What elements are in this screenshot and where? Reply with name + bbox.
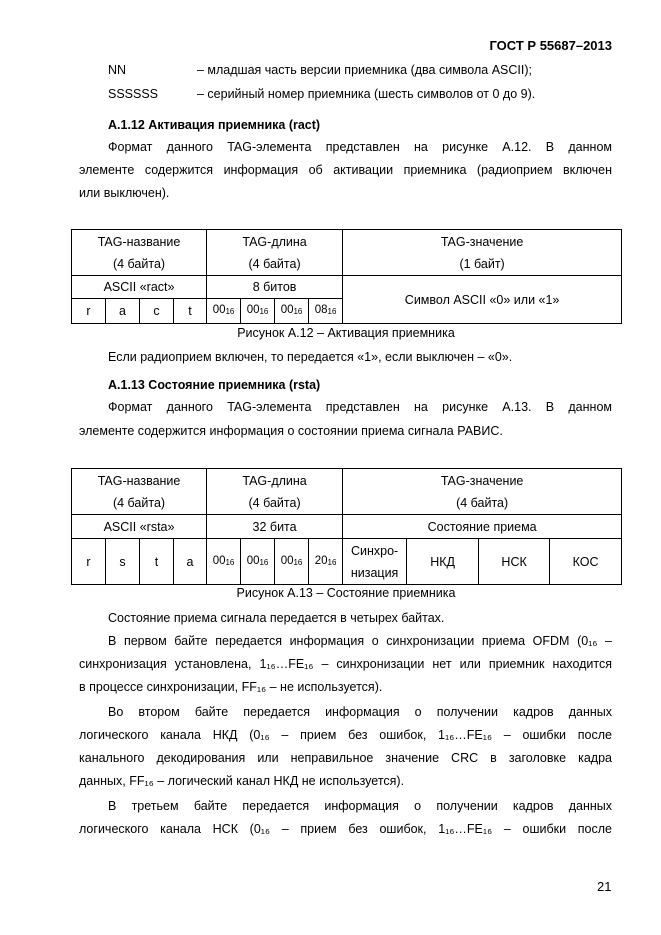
byte-cell: $00_{16}$ xyxy=(241,539,275,585)
sync-cell: Синхро- низация xyxy=(343,539,407,585)
paragraph-line: логического канала НСК (0₁₆ – прием без ошибок, 1₁₆…FE₁₆ – ошибки после xyxy=(79,822,612,836)
document-standard-header: ГОСТ Р 55687–2013 xyxy=(489,38,612,53)
definition-term: NN xyxy=(108,63,127,77)
char-cell: a xyxy=(106,299,140,324)
figure-caption: Рисунок А.12 – Активация приемника xyxy=(237,326,455,340)
paragraph-line: элементе содержится информация о состоянии приема сигнала РАВИС. xyxy=(79,424,503,438)
tag-name-ascii: ASCII «ract» xyxy=(72,276,207,299)
tag-name-ascii: ASCII «rsta» xyxy=(72,515,207,539)
byte-cell: $00_{16}$ xyxy=(207,299,241,324)
paragraph-line: элементе содержится информация об активации приемника (радиоприем включен xyxy=(79,163,612,177)
paragraph-line: Формат данного TAG-элемента представлен на рисунке А.13. В данном xyxy=(108,400,612,414)
tag-value-description: Символ ASCII «0» или «1» xyxy=(343,276,622,324)
char-cell: r xyxy=(72,539,106,585)
tag-length-value: 8 битов xyxy=(207,276,343,299)
figure-caption: Рисунок А.13 – Состояние приемника xyxy=(236,586,456,600)
paragraph-line: в процессе синхронизации, FF₁₆ – не используется). xyxy=(79,680,383,694)
paragraph-line: логического канала НКД (0₁₆ – прием без ошибок, 1₁₆…FE₁₆ – ошибки после xyxy=(79,728,612,742)
section-heading: A.1.12 Активация приемника (ract) xyxy=(108,118,321,132)
nsk-cell: НСК xyxy=(479,539,550,585)
paragraph-line: данных, FF₁₆ – логический канал НКД не используется). xyxy=(79,774,405,788)
char-cell: r xyxy=(72,299,106,324)
tag-length-header: TAG-длина (4 байта) xyxy=(207,469,343,515)
paragraph-line: канального декодирования или неправильное значение CRC в заголовке кадра xyxy=(79,751,612,765)
tag-value-description: Состояние приема xyxy=(343,515,622,539)
char-cell: t xyxy=(174,299,207,324)
definition-description: – младшая часть версии приемника (два символа ASCII); xyxy=(197,63,532,77)
byte-cell: $20_{16}$ xyxy=(309,539,343,585)
char-cell: s xyxy=(106,539,140,585)
kos-cell: КОС xyxy=(550,539,622,585)
paragraph-line: или выключен). xyxy=(79,186,170,200)
definition-term: SSSSSS xyxy=(108,87,159,101)
paragraph-line: Формат данного TAG-элемента представлен на рисунке А.12. В данном xyxy=(108,140,612,154)
paragraph-line: синхронизация установлена, 1₁₆…FE₁₆ – синхронизации нет или приемник находится xyxy=(79,657,612,671)
byte-cell: $00_{16}$ xyxy=(275,299,309,324)
char-cell: a xyxy=(174,539,207,585)
definition-description: – серийный номер приемника (шесть символов от 0 до 9). xyxy=(197,87,536,101)
paragraph-line: В третьем байте передается информация о получении кадров данных xyxy=(108,799,612,813)
byte-cell: $00_{16}$ xyxy=(241,299,275,324)
tag-value-header: TAG-значение (1 байт) xyxy=(343,230,622,276)
paragraph-line: Во втором байте передается информация о получении кадров данных xyxy=(108,705,612,719)
char-cell: c xyxy=(140,299,174,324)
tag-value-header: TAG-значение (4 байта) xyxy=(343,469,622,515)
nkd-cell: НКД xyxy=(407,539,479,585)
figure-a12-table xyxy=(71,229,622,324)
char-cell: t xyxy=(140,539,174,585)
byte-cell: $00_{16}$ xyxy=(275,539,309,585)
byte-cell: $08_{16}$ xyxy=(309,299,343,324)
tag-length-header: TAG-длина (4 байта) xyxy=(207,230,343,276)
tag-length-value: 32 бита xyxy=(207,515,343,539)
page-number: 21 xyxy=(597,879,612,894)
tag-name-header: TAG-название (4 байта) xyxy=(72,230,207,276)
paragraph-line: Если радиоприем включен, то передается «1», если выключен – «0». xyxy=(108,350,513,364)
section-heading: A.1.13 Состояние приемника (rsta) xyxy=(108,378,321,392)
paragraph-line: В первом байте передается информация о синхронизации приема OFDM (0₁₆ – xyxy=(108,634,612,648)
tag-name-header: TAG-название (4 байта) xyxy=(72,469,207,515)
figure-a13-table xyxy=(71,468,622,585)
byte-cell: $00_{16}$ xyxy=(207,539,241,585)
paragraph-line: Состояние приема сигнала передается в четырех байтах. xyxy=(108,611,445,625)
